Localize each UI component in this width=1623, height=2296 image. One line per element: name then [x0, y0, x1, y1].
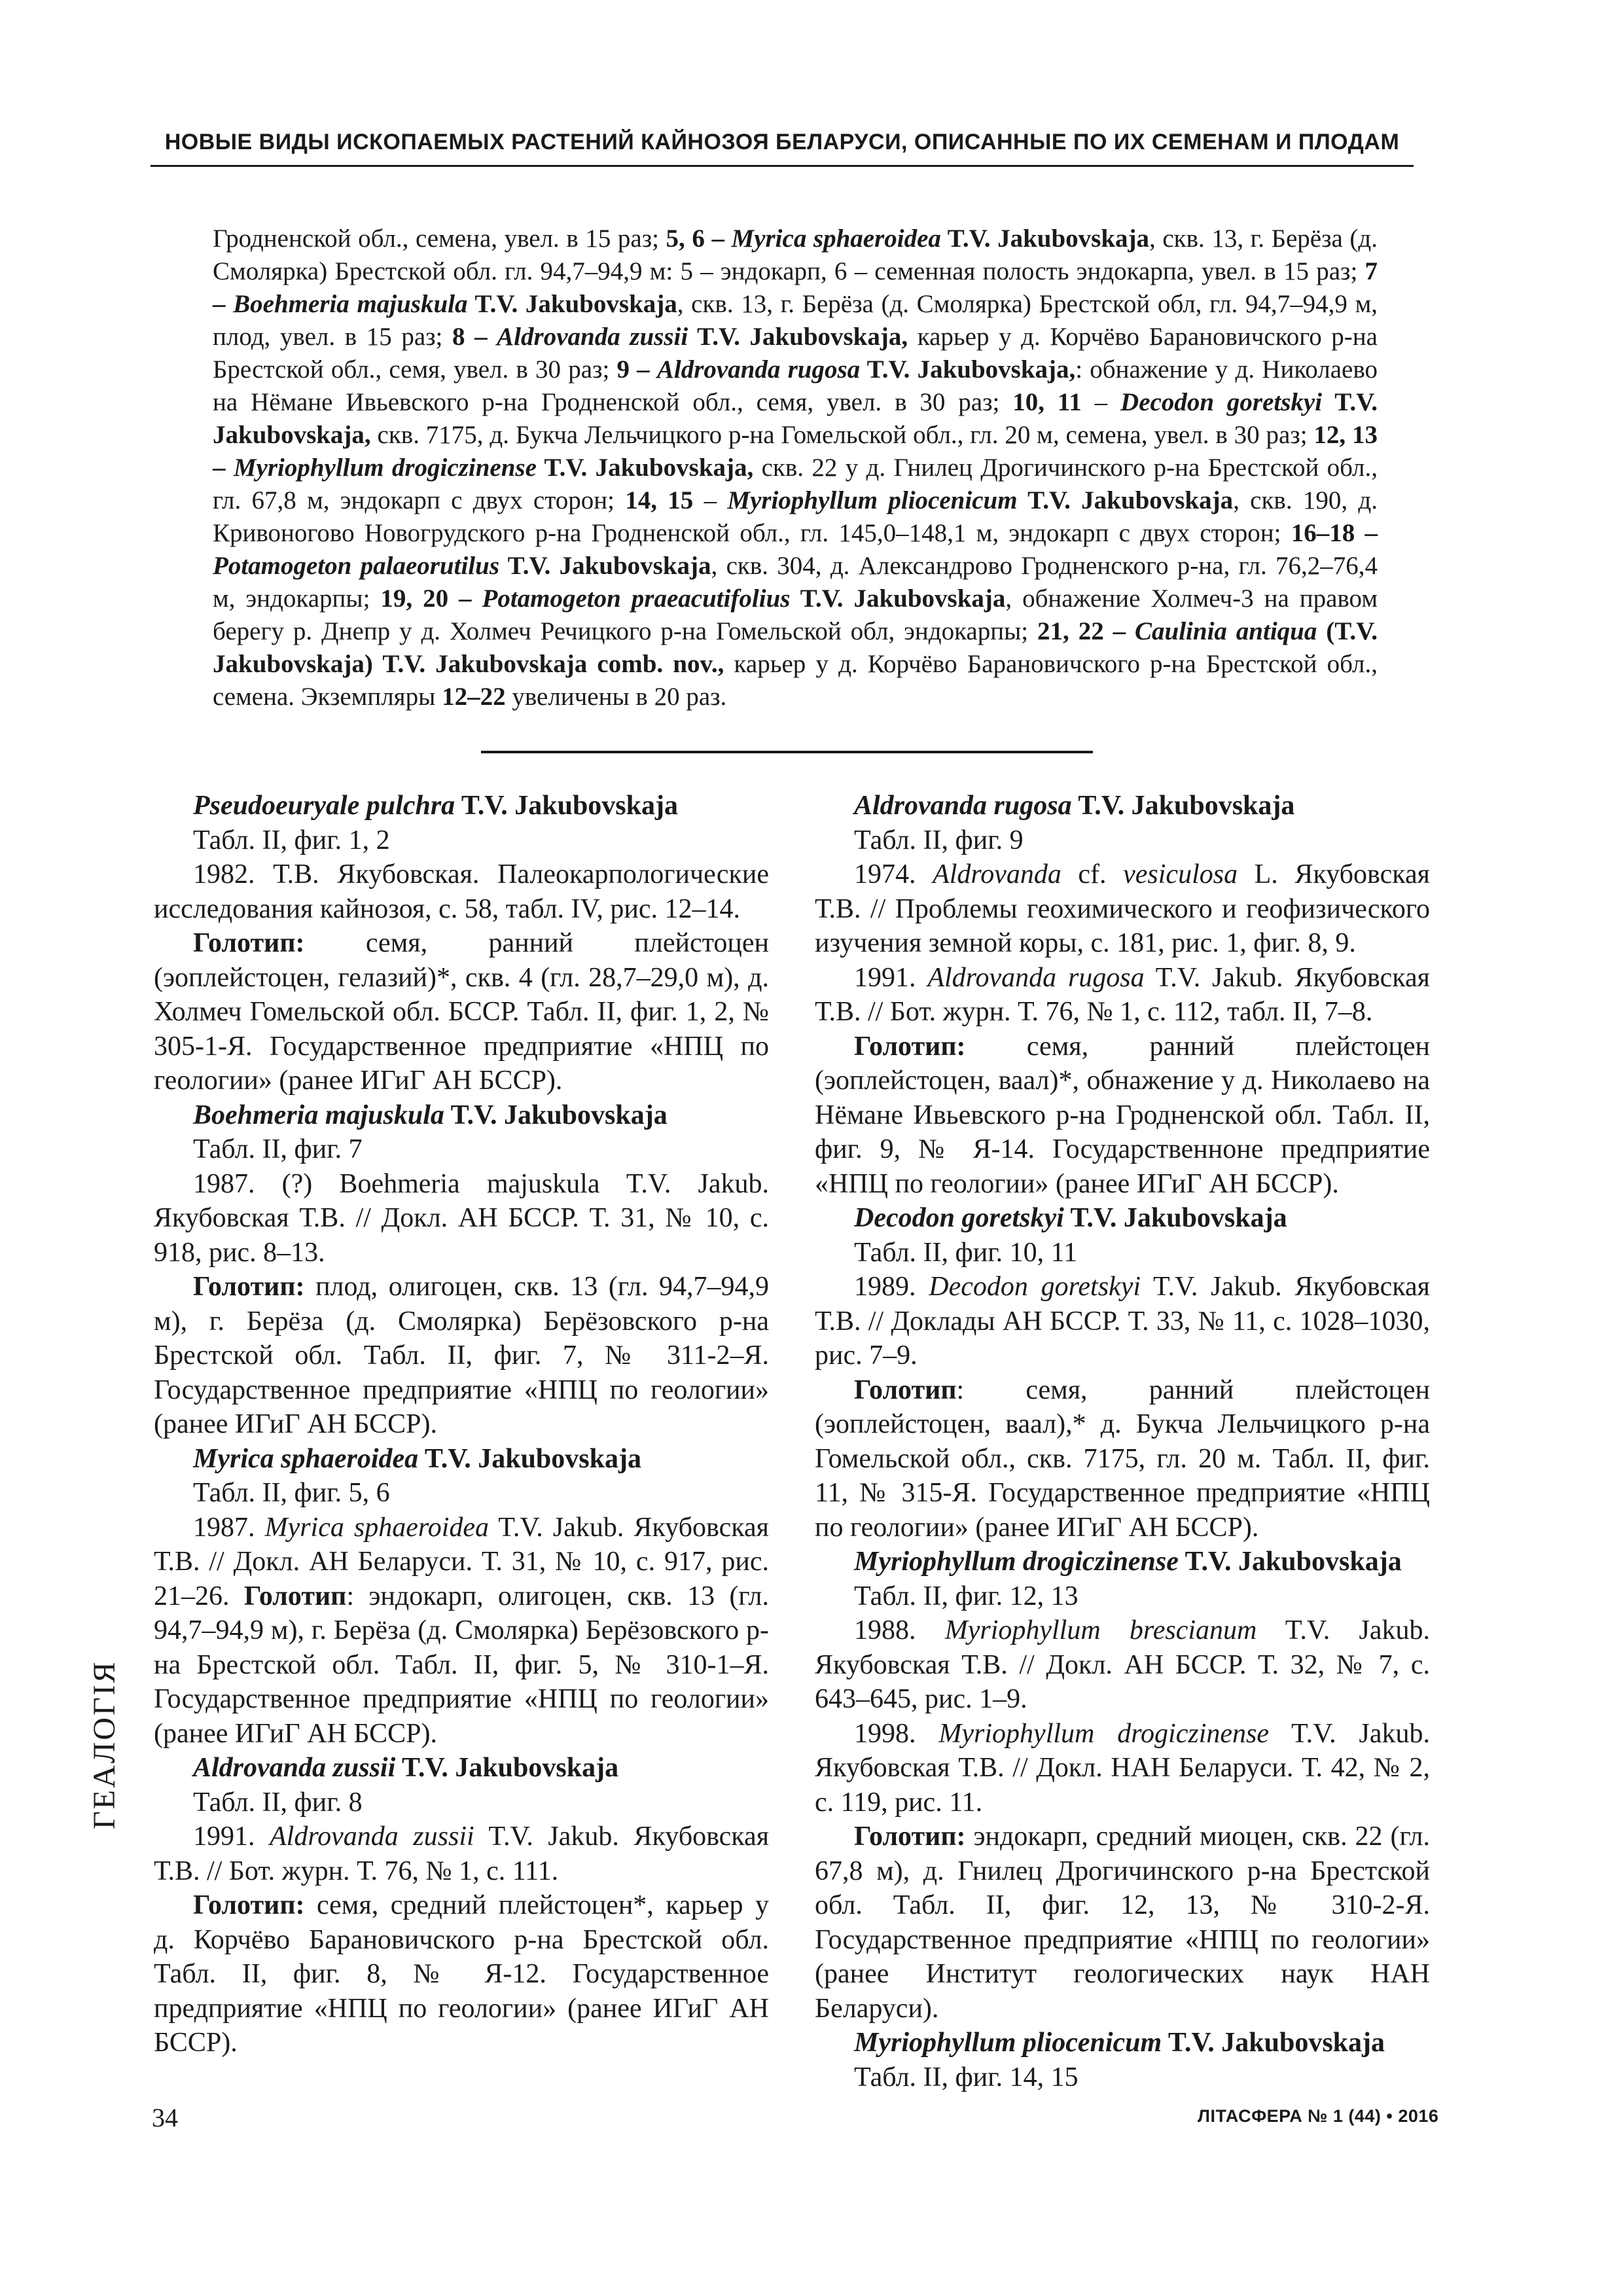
- header-rule: [151, 165, 1414, 167]
- caption-divider: [481, 751, 1093, 753]
- caption-fig-number: 12–22: [442, 683, 506, 711]
- caption-text: увеличены в 20 раз.: [505, 683, 727, 711]
- species-title: Myrica sphaeroidea T.V. Jakubovskaja: [193, 1443, 641, 1474]
- caption-taxon: Caulinia antiqua: [1135, 617, 1317, 645]
- species-entry-aldrovanda-rugosa: [815, 789, 1430, 1201]
- species-entry-myriophyllum-pliocenicum: [815, 2026, 1430, 2094]
- species-entry-myrica: [154, 1442, 769, 1751]
- species-title: Decodon goretskyi T.V. Jakubovskaja: [854, 1203, 1287, 1233]
- holotype-paragraph: Голотип: эндокарп, средний миоцен, скв. 22 (гл. 67,8 м), д. Гнилец Дрогичинского р-на Брестской обл. Табл. II, фиг. 12, 13, № 310-2-Я. Государственное предприятие «НПЦ по геологии» (ранее Институт геологических наук НАН Беларуси).: [815, 1821, 1430, 2024]
- holotype-paragraph: Голотип: семя, ранний плейстоцен (эоплейстоцен, гелазий)*, скв. 4 (гл. 28,7–29,0 м), д. Холмеч Гомельской обл. БССР. Табл. II, фиг. 1, 2, № 305-1-Я. Государственное предприятие «НПЦ по геологии» (ранее ИГиГ АН БССР).: [154, 928, 769, 1096]
- figure-caption: [213, 223, 1378, 713]
- bibliographic-reference: 1989. Decodon goretskyi T.V. Jakub. Якубовская Т.В. // Доклады АН БССР. Т. 33, № 11, с. 1028–1030, рис. 7–9.: [815, 1272, 1431, 1371]
- caption-taxon: Potamogeton praeacutifolius: [482, 584, 791, 613]
- plate-reference: Табл. II, фиг. 5, 6: [193, 1478, 390, 1508]
- caption-author: T.V. Jakubovskaja: [940, 224, 1150, 253]
- plate-reference: Табл. II, фиг. 8: [193, 1787, 363, 1818]
- caption-taxon: Aldrovanda zussii: [497, 323, 688, 351]
- caption-text: : обнажение у д. Николаево на Нёмане Ивьевского р-на Гродненской обл., семя, увел. в 30 раз;: [213, 355, 1378, 416]
- page-number: 34: [152, 2103, 178, 2132]
- caption-taxon: Myriophyllum drogiczinense: [233, 454, 537, 482]
- species-title: Aldrovanda rugosa T.V. Jakubovskaja: [854, 791, 1295, 821]
- bibliographic-reference: 1987. (?) Boehmeria majuskula T.V. Jakub. Якубовская Т.В. // Докл. АН БССР. Т. 31, № 10, с. 918, рис. 8–13.: [154, 1168, 769, 1268]
- plate-reference: Табл. II, фиг. 14, 15: [854, 2062, 1079, 2092]
- caption-text: скв. 22 у д. Гнилец Дрогичинского р-на Брестской обл., гл. 67,8 м, эндокарп с двух сторон;: [213, 454, 1378, 514]
- caption-author: T.V. Jakubovskaja: [467, 290, 677, 318]
- caption-fig-number: 14, 15: [625, 486, 694, 514]
- plate-reference: Табл. II, фиг. 10, 11: [854, 1237, 1078, 1268]
- caption-fig-number: 7 –: [213, 257, 1378, 318]
- caption-author: T.V. Jakubovskaja,: [860, 355, 1076, 384]
- species-title: Boehmeria majuskula T.V. Jakubovskaja: [193, 1100, 668, 1130]
- caption-fig-number: 21, 22 –: [1037, 617, 1135, 645]
- caption-taxon: Potamogeton palaeorutilus: [213, 552, 499, 580]
- species-entry-aldrovanda-zussii: [154, 1751, 769, 2060]
- plate-reference: Табл. II, фиг. 12, 13: [854, 1581, 1079, 1611]
- caption-taxon: Boehmeria majuskula: [233, 290, 468, 318]
- section-side-label: ГЕАЛОГІЯ: [87, 1660, 122, 1829]
- caption-text: , скв. 190, д. Кривоногово Новогрудского р-на Гродненской обл., гл. 145,0–148,1 м, эндокарп с двух сторон;: [213, 486, 1378, 547]
- plate-reference: Табл. II, фиг. 9: [854, 825, 1024, 855]
- holotype-paragraph: Голотип: плод, олигоцен, скв. 13 (гл. 94,7–94,9 м), г. Берёза (д. Смолярка) Берёзовского р-на Брестской обл. Табл. II, фиг. 7, № 311-2–Я. Государственное предприятие «НПЦ по геологии» (ранее ИГиГ АН БССР).: [154, 1272, 769, 1439]
- bibliographic-reference: 1991. Aldrovanda zussii T.V. Jakub. Якубовская Т.В. // Бот. журн. Т. 76, № 1, с. 111.: [154, 1821, 770, 1886]
- caption-author: T.V. Jakubovskaja: [790, 584, 1006, 613]
- running-title: НОВЫЕ ВИДЫ ИСКОПАЕМЫХ РАСТЕНИЙ КАЙНОЗОЯ БЕЛАРУСИ, ОПИСАННЫЕ ПО ИХ СЕМЕНАМ И ПЛОДАМ: [164, 130, 1400, 154]
- bibliographic-reference: 1982. Т.В. Якубовская. Палеокарпологические исследования кайнозоя, с. 58, табл. IV, рис. 12–14.: [154, 859, 769, 924]
- species-title: Myriophyllum drogiczinense T.V. Jakubovskaja: [854, 1547, 1402, 1577]
- caption-text: , скв. 304, д. Александрово Гродненского р-на, гл. 76,2–76,4 м, эндокарпы;: [213, 552, 1378, 613]
- holotype-paragraph: Голотип: семя, ранний плейстоцен (эоплейстоцен, ваал)*, обнажение у д. Николаево на Нёмане Ивьевского р-на Гродненской обл. Табл. II, фиг. 9, № Я-14. Государственноне предприятие «НПЦ по геологии» (ранее ИГиГ АН БССР).: [815, 1031, 1430, 1199]
- plate-reference: Табл. II, фиг. 7: [193, 1134, 363, 1164]
- bibliographic-reference: 1991. Aldrovanda rugosa T.V. Jakub. Якубовская Т.В. // Бот. журн. Т. 76, № 1, с. 112, табл. II, 7–8.: [815, 962, 1430, 1027]
- holotype-label: Голотип: [243, 1581, 347, 1611]
- right-column: [815, 789, 1430, 2094]
- caption-text: , скв. 13, г. Берёза (д. Смолярка) Брестской обл. гл. 94,7–94,9 м: 5 – эндокарп, 6 – семенная полость эндокарпа, увел. в 15 раз;: [213, 224, 1378, 285]
- plate-reference: Табл. II, фиг. 1, 2: [193, 825, 390, 855]
- caption-fig-number: 9 –: [616, 355, 657, 384]
- journal-footer: ЛІТАСФЕРА № 1 (44) • 2016: [1198, 2106, 1439, 2126]
- bibliographic-reference: 1998. Myriophyllum drogiczinense T.V. Jakub. Якубовская Т.В. // Докл. НАН Беларуси. Т. 42, № 2, с. 119, рис. 11.: [815, 1718, 1430, 1818]
- species-title: Pseudoeuryale pulchra T.V. Jakubovskaja: [193, 791, 678, 821]
- caption-author: (T.V. Jakubovskaja) T.V. Jakubovskaja comb. nov.,: [213, 617, 1378, 678]
- species-entry-decodon: [815, 1201, 1430, 1545]
- bibliographic-reference: 1987. Myrica sphaeroidea T.V. Jakub. Якубовская Т.В. // Докл. АН Беларуси. Т. 31, № 10, с. 917, рис. 21–26. Голотип: эндокарп, олигоцен, скв. 13 (гл. 94,7–94,9 м), г. Берёза (д. Смолярка) Берёзовского р-на Брестской обл. Табл. II, фиг. 5, № 310-1–Я. Государственное предприятие «НПЦ по геологии» (ранее ИГиГ АН БССР).: [154, 1512, 770, 1749]
- caption-text: , скв. 13, г. Берёза (д. Смолярка) Брестской обл, гл. 94,7–94,9 м, плод, увел. в 15 раз;: [213, 290, 1378, 351]
- caption-author: T.V. Jakubovskaja,: [536, 454, 754, 482]
- caption-author: T.V. Jakubovskaja: [499, 552, 711, 580]
- species-entry-boehmeria: [154, 1098, 769, 1442]
- species-entry-pseudoeuryale: [154, 789, 769, 1098]
- caption-author: T.V. Jakubovskaja,: [688, 323, 908, 351]
- caption-taxon: Myriophyllum pliocenicum: [727, 486, 1018, 514]
- caption-author: T.V. Jakubovskaja: [1017, 486, 1234, 514]
- caption-author: T.V. Jakubovskaja,: [213, 388, 1378, 449]
- caption-fig-number: 5, 6 –: [666, 224, 732, 253]
- bibliographic-reference: 1974. Aldrovanda cf. vesiculosa L. Якубовская Т.В. // Проблемы геохимического и геофизического изучения земной коры, с. 181, рис. 1, фиг. 8, 9.: [815, 859, 1430, 958]
- caption-text: –: [693, 486, 728, 514]
- caption-fig-number: 12, 13 –: [213, 421, 1378, 482]
- caption-text: скв. 7175, д. Букча Лельчицкого р-на Гомельской обл., гл. 20 м, семена, увел. в 30 раз;: [370, 421, 1314, 449]
- holotype-paragraph: Голотип: семя, ранний плейстоцен (эоплейстоцен, ваал),* д. Букча Лельчицкого р-на Гомельской обл., скв. 7175, гл. 20 м. Табл. II, фиг. 11, № 315-Я. Государственное предприятие «НПЦ по геологии» (ранее ИГиГ АН БССР).: [815, 1374, 1430, 1543]
- holotype-paragraph: Голотип: семя, средний плейстоцен*, карьер у д. Корчёво Барановичского р-на Брестской обл. Табл. II, фиг. 8, № Я-12. Государственное предприятие «НПЦ по геологии» (ранее ИГиГ АН БССР).: [154, 1890, 769, 2058]
- left-column: [154, 789, 769, 2060]
- bibliographic-reference: 1988. Myriophyllum brescianum T.V. Jakub. Якубовская Т.В. // Докл. АН БССР. Т. 32, № 7, с. 643–645, рис. 1–9.: [815, 1615, 1430, 1714]
- caption-taxon: Myrica sphaeroidea: [731, 224, 941, 253]
- species-entry-myriophyllum-drogiczinense: [815, 1545, 1430, 2026]
- caption-text: –: [1081, 388, 1121, 416]
- caption-text: карьер у д. Корчёво Барановичского р-на Брестской обл., семя, увел. в 30 раз;: [213, 323, 1378, 384]
- species-title: Myriophyllum pliocenicum T.V. Jakubovskaja: [854, 2028, 1385, 2058]
- caption-fig-number: 10, 11: [1012, 388, 1082, 416]
- caption-fig-number: 19, 20 –: [380, 584, 482, 613]
- caption-fig-number: 8 –: [452, 323, 497, 351]
- species-title: Aldrovanda zussii T.V. Jakubovskaja: [193, 1753, 619, 1783]
- caption-taxon: Decodon goretskyi: [1120, 388, 1323, 416]
- caption-text: , обнажение Холмеч-3 на правом берегу р. Днепр у д. Холмеч Речицкого р-на Гомельской обл, эндокарпы;: [213, 584, 1378, 645]
- caption-taxon: Aldrovanda rugosa: [656, 355, 861, 384]
- caption-text: карьер у д. Корчёво Барановичского р-на Брестской обл., семена. Экземпляры: [213, 650, 1378, 711]
- caption-fig-number: 16–18 –: [1291, 519, 1378, 547]
- caption-text: Гродненской обл., семена, увел. в 15 раз;: [213, 224, 666, 253]
